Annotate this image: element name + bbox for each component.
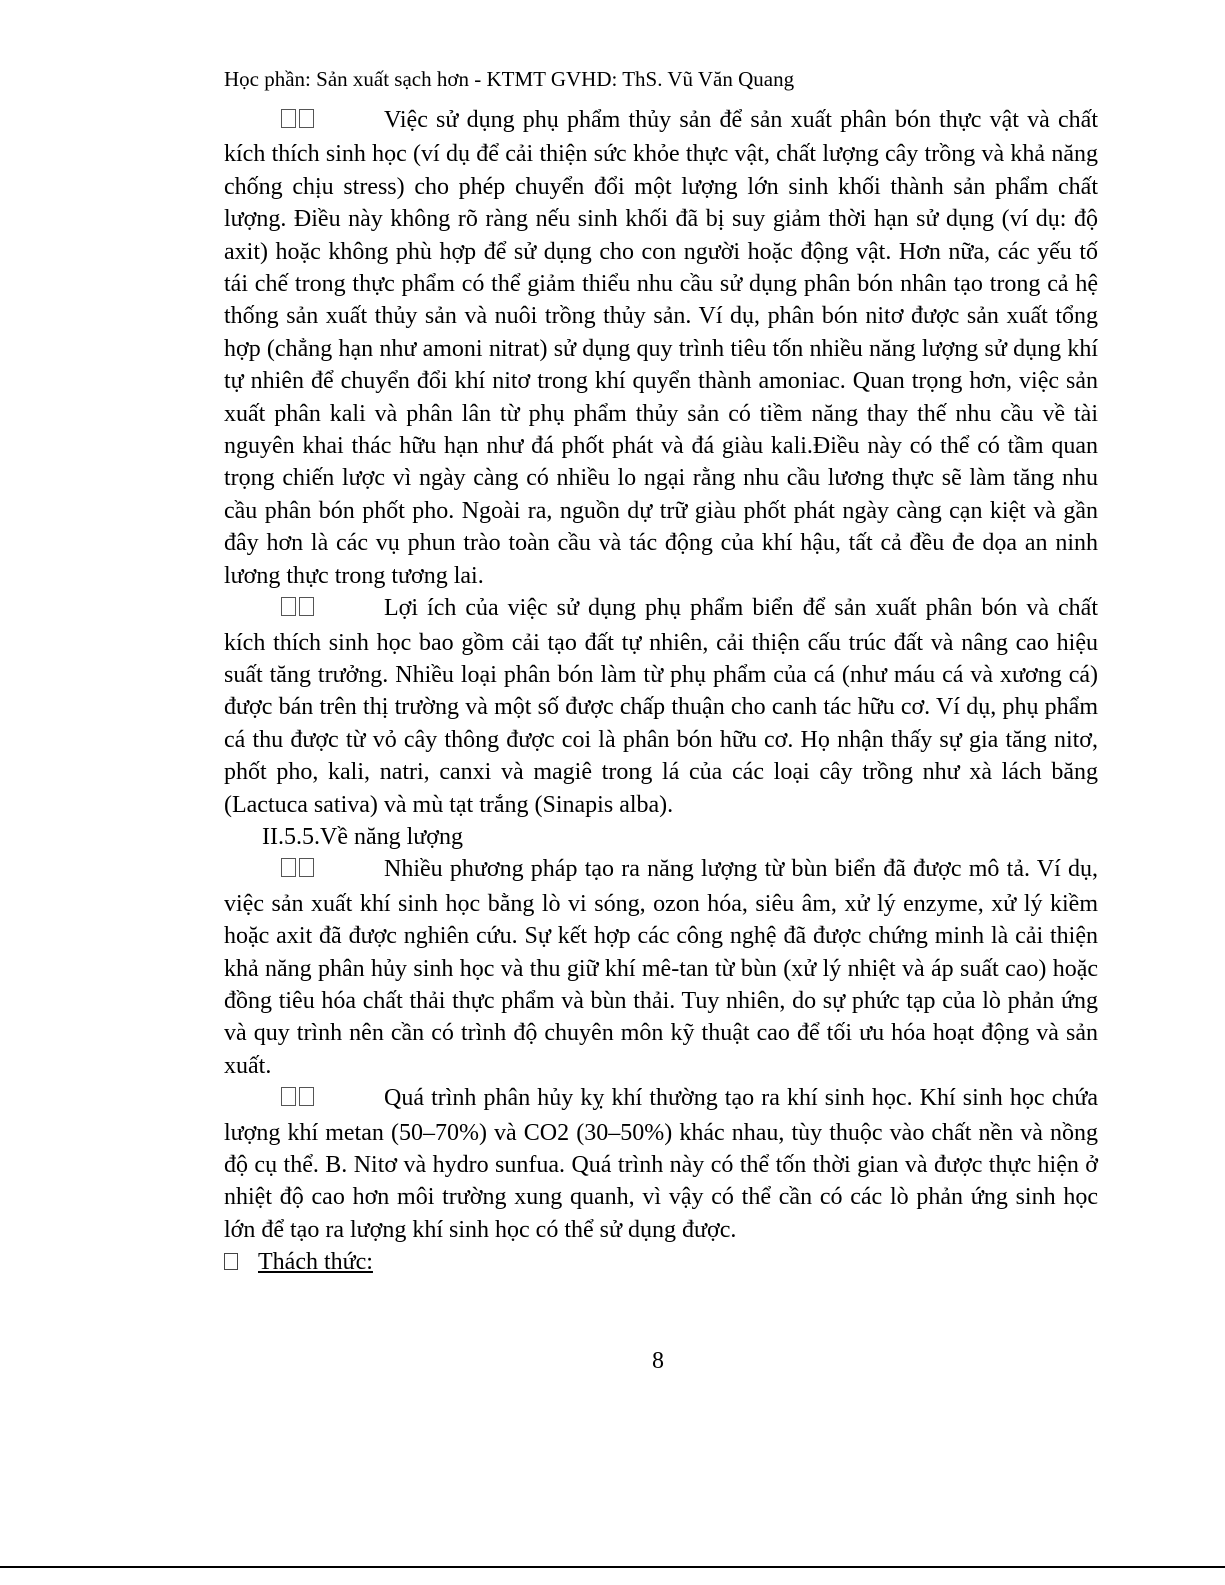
bullet-glyph — [224, 1084, 384, 1116]
bullet-glyph — [224, 594, 384, 626]
square-bullet-icon — [224, 1253, 238, 1270]
paragraph-text: Quá trình phân hủy kỵ khí thường tạo ra khí sinh học. Khí sinh học chứa lượng khí metan (50–70%) và CO2 (30–50%) khác nhau, tùy thuộc vào chất nền và nồng độ cụ thể. B. Nitơ và hydro sunfua. Quá trình này có thể tốn thời gian và được thực hiện ở nhiệt độ cao hơn môi trường xung quanh, vì vậy có thể cần có các lò phản ứng sinh học lớn để tạo ra lượng khí sinh học có thể sử dụng được. — [224, 1085, 1098, 1243]
paragraph-byproducts-fertilizer — [224, 104, 1098, 592]
document-body — [224, 104, 1098, 1279]
page-number: 8 — [652, 1348, 664, 1374]
paragraph-benefits — [224, 592, 1098, 821]
bottom-divider — [0, 1566, 1225, 1568]
challenge-label: Thách thức: — [258, 1249, 373, 1276]
challenge-heading — [224, 1246, 1098, 1278]
paragraph-text: Lợi ích của việc sử dụng phụ phẩm biển để sản xuất phân bón và chất kích thích sinh học bao gồm cải tạo đất tự nhiên, cải thiện cấu trúc đất và nâng cao hiệu suất tăng trưởng. Nhiều loại phân bón làm từ phụ phẩm của cá (như máu cá và xương cá) được bán trên thị trường và một số được chấp thuận cho canh tác hữu cơ. Ví dụ, phụ phẩm cá thu được từ vỏ cây thông được coi là phân bón hữu cơ. Họ nhận thấy sự gia tăng nitơ, phốt pho, kali, natri, canxi và magiê trong lá của các loại cây trồng như xà lách băng (Lactuca sativa) và mù tạt trắng (Sinapis alba). — [224, 595, 1098, 818]
paragraph-anaerobic-digestion — [224, 1082, 1098, 1246]
paragraph-text: Việc sử dụng phụ phẩm thủy sản để sản xuất phân bón thực vật và chất kích thích sinh học (ví dụ để cải thiện sức khỏe thực vật, chất lượng cây trồng và khả năng chống chịu stress) cho phép chuyển đổi một lượng lớn sinh khối thành sản phẩm chất lượng. Điều này không rõ ràng nếu sinh khối đã bị suy giảm thời hạn sử dụng (ví dụ: độ axit) hoặc không phù hợp để sử dụng cho con người hoặc động vật. Hơn nữa, các yếu tố tái chế trong thực phẩm có thể giảm thiểu nhu cầu sử dụng phân bón nhân tạo trong cả hệ thống sản xuất thủy sản và nuôi trồng thủy sản. Ví dụ, phân bón nitơ được sản xuất tổng hợp (chẳng hạn như amoni nitrat) sử dụng quy trình tiêu tốn nhiều năng lượng sử dụng khí tự nhiên để chuyển đổi khí nitơ trong khí quyển thành amoniac. Quan trọng hơn, việc sản xuất phân kali và phân lân từ phụ phẩm thủy sản có tiềm năng thay thế nhu cầu về tài nguyên khai thác hữu hạn như đá phốt phát và đá giàu kali.Điều này có thể có tầm quan trọng chiến lược vì ngày càng có nhiều lo ngại rằng nhu cầu lương thực sẽ làm tăng nhu cầu phân bón phốt pho. Ngoài ra, nguồn dự trữ giàu phốt phát ngày càng cạn kiệt và gần đây hơn là các vụ phun trào toàn cầu và tác động của khí hậu, tất cả đều đe dọa an ninh lương thực trong tương lai. — [224, 107, 1098, 589]
bullet-glyph — [224, 855, 384, 887]
page-header: Học phần: Sản xuất sạch hơn - KTMT GVHD: ThS. Vũ Văn Quang — [224, 67, 795, 91]
section-heading: II.5.5.Về năng lượng — [262, 823, 463, 850]
bullet-glyph — [224, 106, 384, 138]
paragraph-text: Nhiều phương pháp tạo ra năng lượng từ bùn biển đã được mô tả. Ví dụ, việc sản xuất khí sinh học bằng lò vi sóng, ozon hóa, siêu âm, xử lý enzyme, xử lý kiềm hoặc axit đã được nghiên cứu. Sự kết hợp các công nghệ đã được chứng minh là cải thiện khả năng phân hủy sinh học và thu giữ khí mê-tan từ bùn (xử lý nhiệt và áp suất cao) hoặc đồng tiêu hóa chất thải thực phẩm và bùn thải. Tuy nhiên, do sự phức tạp của lò phản ứng và quy trình nên cần có trình độ chuyên môn kỹ thuật cao để tối ưu hóa hoạt động và sản xuất. — [224, 856, 1098, 1079]
paragraph-energy-methods — [224, 853, 1098, 1082]
